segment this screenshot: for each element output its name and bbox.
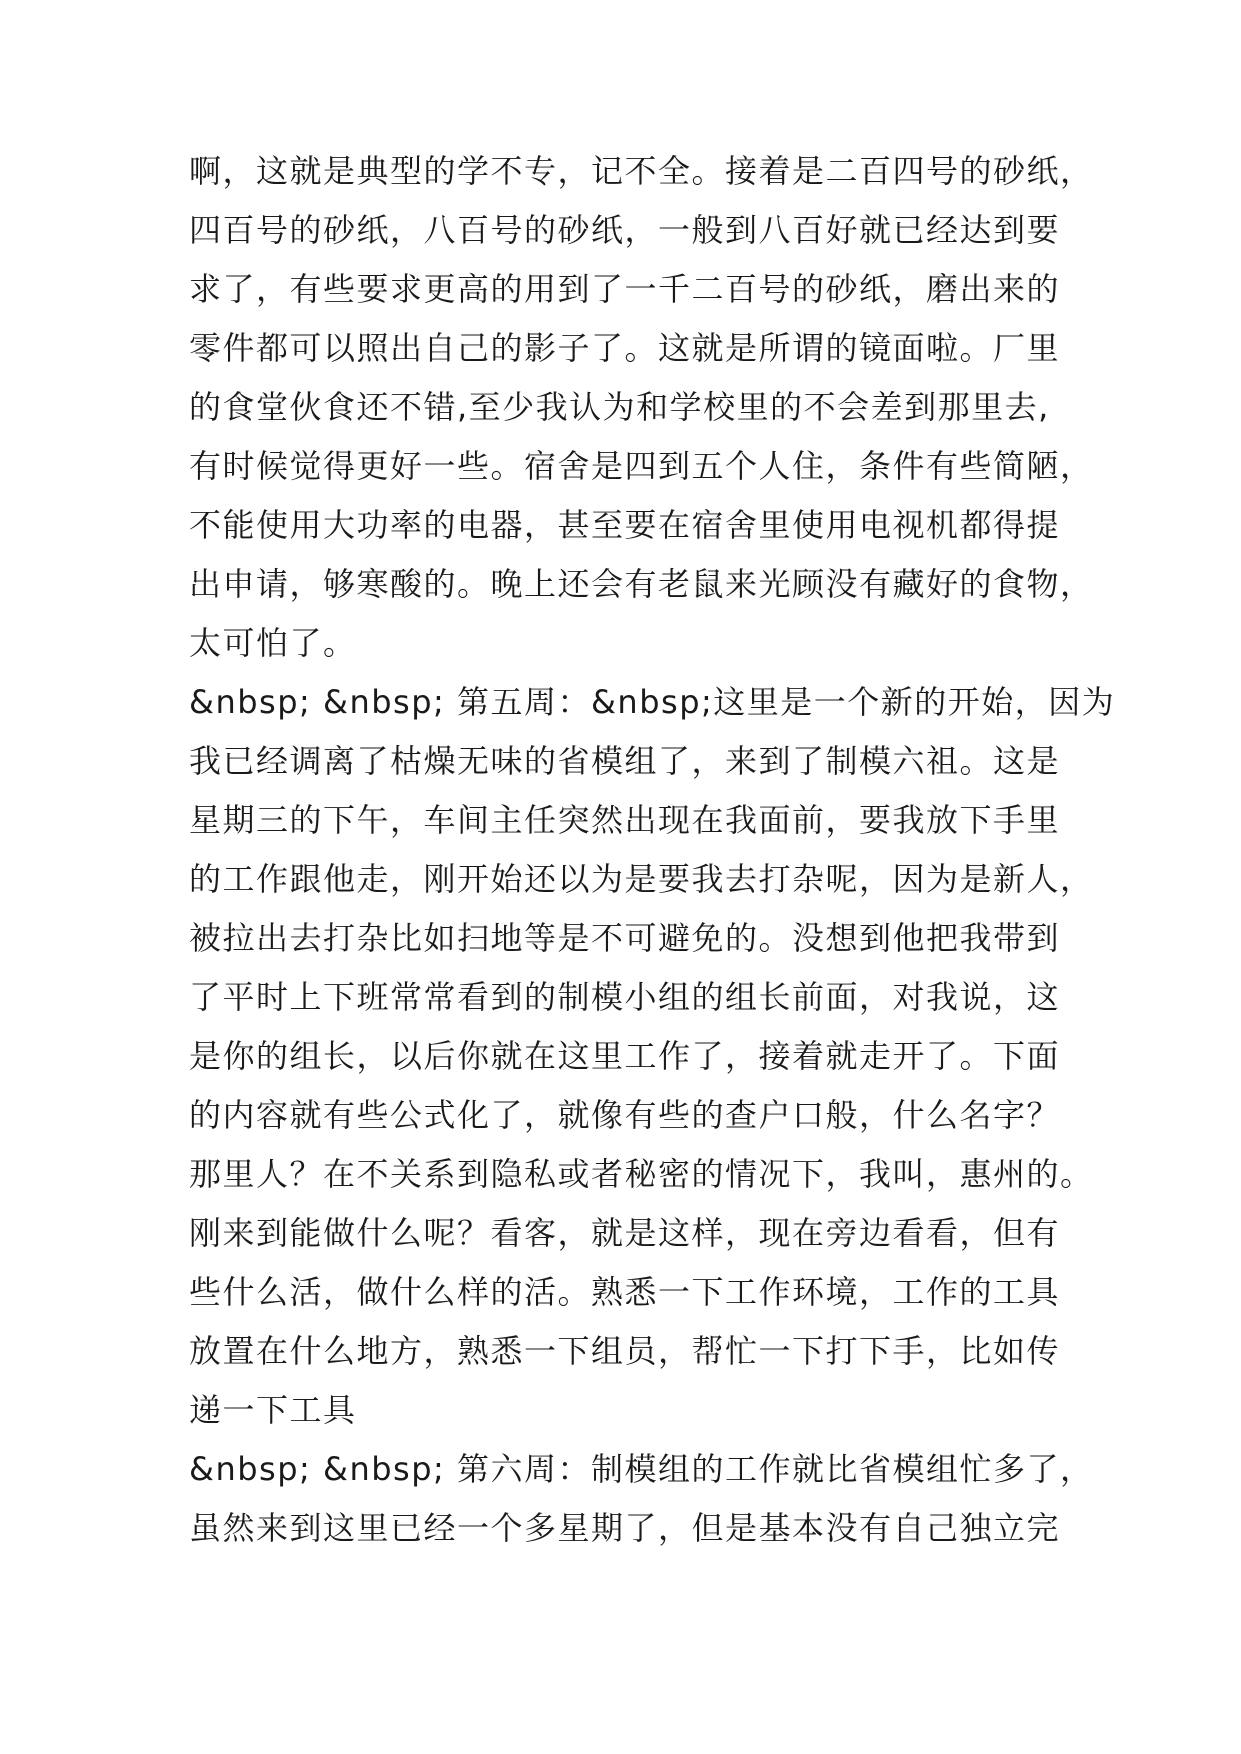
text-line: 被拉出去打杂比如扫地等是不可避免的。没想到他把我带到 bbox=[189, 919, 1061, 957]
text-line: 些什么活，做什么样的活。熟悉一下工作环境，工作的工具 bbox=[189, 1273, 1061, 1311]
text-line: &nbsp; &nbsp; 第六周：制模组的工作就比省模组忙多了， bbox=[189, 1450, 1094, 1488]
text-line: 四百号的砂纸，八百号的砂纸，一般到八百好就已经达到要 bbox=[189, 211, 1061, 249]
text-line: 刚来到能做什么呢？看客，就是这样，现在旁边看看，但有 bbox=[189, 1214, 1061, 1252]
text-line: 虽然来到这里已经一个多星期了，但是基本没有自己独立完 bbox=[189, 1509, 1061, 1547]
text-line: 那里人？在不关系到隐私或者秘密的情况下，我叫，惠州的。 bbox=[189, 1155, 1094, 1193]
text-line: 啊，这就是典型的学不专，记不全。接着是二百四号的砂纸， bbox=[189, 152, 1094, 190]
text-line: 的工作跟他走，刚开始还以为是要我去打杂呢，因为是新人， bbox=[189, 860, 1094, 898]
text-line: 不能使用大功率的电器，甚至要在宿舍里使用电视机都得提 bbox=[189, 506, 1061, 544]
text-line: 我已经调离了枯燥无味的省模组了，来到了制模六祖。这是 bbox=[189, 742, 1061, 780]
body-text bbox=[189, 142, 1116, 1558]
text-line: 了平时上下班常常看到的制模小组的组长前面，对我说，这 bbox=[189, 978, 1061, 1016]
text-line: 是你的组长，以后你就在这里工作了，接着就走开了。下面 bbox=[189, 1037, 1061, 1075]
text-line: 出申请，够寒酸的。晚上还会有老鼠来光顾没有藏好的食物， bbox=[189, 565, 1094, 603]
text-line: 的食堂伙食还不错,至少我认为和学校里的不会差到那里去, bbox=[189, 388, 1050, 426]
text-line: 的内容就有些公式化了，就像有些的查户口般，什么名字？ bbox=[189, 1096, 1061, 1134]
text-line: 放置在什么地方，熟悉一下组员，帮忙一下打下手，比如传 bbox=[189, 1332, 1061, 1370]
text-line: &nbsp; &nbsp; 第五周：&nbsp;这里是一个新的开始，因为 bbox=[189, 683, 1116, 721]
text-line: 求了，有些要求更高的用到了一千二百号的砂纸，磨出来的 bbox=[189, 270, 1061, 308]
text-line: 星期三的下午，车间主任突然出现在我面前，要我放下手里 bbox=[189, 801, 1061, 839]
text-line: 太可怕了。 bbox=[189, 624, 357, 662]
text-line: 有时候觉得更好一些。宿舍是四到五个人住，条件有些简陋， bbox=[189, 447, 1094, 485]
text-line: 零件都可以照出自己的影子了。这就是所谓的镜面啦。厂里 bbox=[189, 329, 1061, 367]
text-line: 递一下工具 bbox=[189, 1391, 357, 1429]
